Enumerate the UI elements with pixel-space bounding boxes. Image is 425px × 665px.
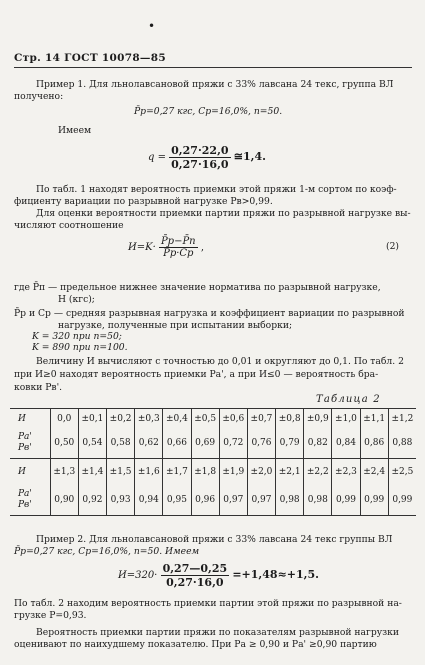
table-row <box>10 428 416 459</box>
ink-dot: • <box>148 19 156 33</box>
table-cell: 0,66 <box>163 428 191 459</box>
table-cell: ±1,0 <box>332 409 360 429</box>
formula-2 <box>128 236 204 259</box>
table-cell: ±2,3 <box>332 459 360 486</box>
table2-label-pa: Pа' <box>18 489 32 499</box>
example1-have: Имеем <box>58 125 92 136</box>
formula-2-denominator: P̄р·Cр <box>163 248 194 259</box>
table-cell: 0,99 <box>360 485 388 516</box>
table-cell: ±2,0 <box>247 459 275 486</box>
table-cell: 0,93 <box>107 485 135 516</box>
table-cell: ±2,5 <box>388 459 416 486</box>
table2-label-pb: Pв' <box>18 443 32 453</box>
table-cell: ±1,2 <box>388 409 416 429</box>
table-cell: ±2,4 <box>360 459 388 486</box>
table2 <box>10 408 416 516</box>
table-row <box>10 485 416 516</box>
where-line3: P̄р и Cр — средняя разрывная нагрузка и коэффициент вариации по разрывной <box>14 308 405 319</box>
example1-line2: получено: <box>14 91 64 102</box>
formula-example2 <box>118 562 319 589</box>
table-row <box>10 459 416 486</box>
table2-label-pa: Pа' <box>18 432 32 442</box>
table-cell: 0,98 <box>276 485 304 516</box>
table-cell: 0,58 <box>107 428 135 459</box>
table-cell: 0,88 <box>388 428 416 459</box>
formula-ex2-denominator: 0,27·16,0 <box>166 576 224 589</box>
table2-label-p <box>10 428 50 459</box>
para2-line2: при И≥0 находят вероятность приемки Pа', а при И≤0 — вероятность бра- <box>14 369 379 380</box>
table-cell: ±0,6 <box>219 409 247 429</box>
formula-ex2-rhs: =+1,48≈+1,5. <box>232 568 319 581</box>
example1-line1: Пример 1. Для льнолавсановой пряжи с 33% лавсана 24 текс, группа ВЛ <box>36 79 394 90</box>
where-line2: Н (кгс); <box>58 294 95 305</box>
table-cell: ±0,4 <box>163 409 191 429</box>
para1-line2: фициенту вариации по разрывной нагрузке Pв>0,99. <box>14 196 273 207</box>
table2-label-i: И <box>10 409 50 429</box>
where-line4: нагрузке, полученные при испытании выборки; <box>58 320 293 331</box>
para1-line4: числяют соотношение <box>14 220 124 231</box>
table-cell: 0,94 <box>135 485 163 516</box>
formula-q-denominator: 0,27·16,0 <box>171 158 229 171</box>
where-line6: K = 890 при n=100. <box>32 342 128 353</box>
table-cell: ±0,2 <box>107 409 135 429</box>
table-cell: ±2,2 <box>304 459 332 486</box>
table-cell: ±1,5 <box>107 459 135 486</box>
page-header: Стр. 14 ГОСТ 10078—85 <box>14 52 166 64</box>
table2-label-pb: Pв' <box>18 500 32 510</box>
para3-line3: Вероятность приемки партии пряжи по показателям разрывной нагрузки <box>36 627 399 638</box>
formula-ex2-lhs: И=320· <box>118 570 158 581</box>
table-cell: 0,72 <box>219 428 247 459</box>
table-cell: ±2,1 <box>276 459 304 486</box>
formula-q-fraction <box>169 144 230 171</box>
table-cell: ±0,7 <box>247 409 275 429</box>
formula-2-number: (2) <box>386 241 400 252</box>
table-cell: 0,86 <box>360 428 388 459</box>
table-cell: 0,96 <box>191 485 219 516</box>
table-cell: 0,90 <box>50 485 78 516</box>
table-cell: 0,76 <box>247 428 275 459</box>
para3-line2: грузке P=0,93. <box>14 610 87 621</box>
example1-given: P̄р=0,27 кгс, Cр=16,0%, n=50. <box>134 106 283 117</box>
table-cell: ±1,7 <box>163 459 191 486</box>
formula-2-numerator: P̄р−P̄п <box>160 236 196 247</box>
para1-line1: По табл. 1 находят вероятность приемки этой пряжи 1-м сортом по коэф- <box>36 184 397 195</box>
table2-title: Таблица 2 <box>316 394 381 405</box>
where-line1: где P̄п — предельное нижнее значение норматива по разрывной нагрузке, <box>14 282 381 293</box>
formula-q-lhs: q = <box>148 152 166 163</box>
para2-line1: Величину И вычисляют с точностью до 0,01 и округляют до 0,1. По табл. 2 <box>36 356 404 367</box>
formula-2-tail: , <box>200 242 204 253</box>
table-cell: 0,62 <box>135 428 163 459</box>
table-cell: ±0,1 <box>78 409 106 429</box>
example2-line1: Пример 2. Для льнолавсановой пряжи с 33% лавсана 24 текс группы ВЛ <box>36 534 393 545</box>
table-cell: 0,98 <box>304 485 332 516</box>
table-cell: 0,95 <box>163 485 191 516</box>
para1-line3: Для оценки вероятности приемки партии пряжи по разрывной нагрузке вы- <box>36 208 411 219</box>
table-cell: 0,97 <box>247 485 275 516</box>
formula-2-fraction <box>159 236 198 259</box>
table-cell: ±1,6 <box>135 459 163 486</box>
table-cell: ±0,3 <box>135 409 163 429</box>
para3-line1: По табл. 2 находим вероятность приемки партии этой пряжи по разрывной на- <box>14 598 402 609</box>
table-cell: 0,97 <box>219 485 247 516</box>
where-line5: K = 320 при n=50; <box>32 331 122 342</box>
table-cell: ±1,1 <box>360 409 388 429</box>
table-cell: 0,50 <box>50 428 78 459</box>
para3-line4: оценивают по наихудшему показателю. При Pа ≥ 0,90 и Pа' ≥0,90 партию <box>14 639 377 650</box>
formula-q <box>148 144 266 171</box>
table-cell: 0,0 <box>50 409 78 429</box>
para2-line3: ковки Pв'. <box>14 382 63 393</box>
header-rule <box>14 67 412 68</box>
table-cell: ±1,8 <box>191 459 219 486</box>
table-cell: ±1,4 <box>78 459 106 486</box>
formula-q-rhs: ≅1,4. <box>233 150 266 163</box>
table-cell: 0,92 <box>78 485 106 516</box>
table-cell: 0,99 <box>332 485 360 516</box>
formula-q-numerator: 0,27·22,0 <box>171 144 229 157</box>
table-cell: ±1,9 <box>219 459 247 486</box>
table-cell: 0,84 <box>332 428 360 459</box>
table-cell: 0,99 <box>388 485 416 516</box>
formula-ex2-fraction <box>161 562 230 589</box>
formula-ex2-numerator: 0,27—0,25 <box>162 562 228 575</box>
table-cell: ±0,5 <box>191 409 219 429</box>
table-cell: ±1,3 <box>50 459 78 486</box>
formula-2-lhs: И=K· <box>128 242 156 253</box>
example2-line2: P̄р=0,27 кгс, Cр=16,0%, n=50. Имеем <box>14 546 200 557</box>
table-cell: 0,54 <box>78 428 106 459</box>
table2-label-p <box>10 485 50 516</box>
table-row <box>10 409 416 429</box>
table2-label-i: И <box>10 459 50 486</box>
table-cell: ±0,8 <box>276 409 304 429</box>
table-cell: 0,82 <box>304 428 332 459</box>
table-cell: ±0,9 <box>304 409 332 429</box>
table-cell: 0,79 <box>276 428 304 459</box>
table-cell: 0,69 <box>191 428 219 459</box>
